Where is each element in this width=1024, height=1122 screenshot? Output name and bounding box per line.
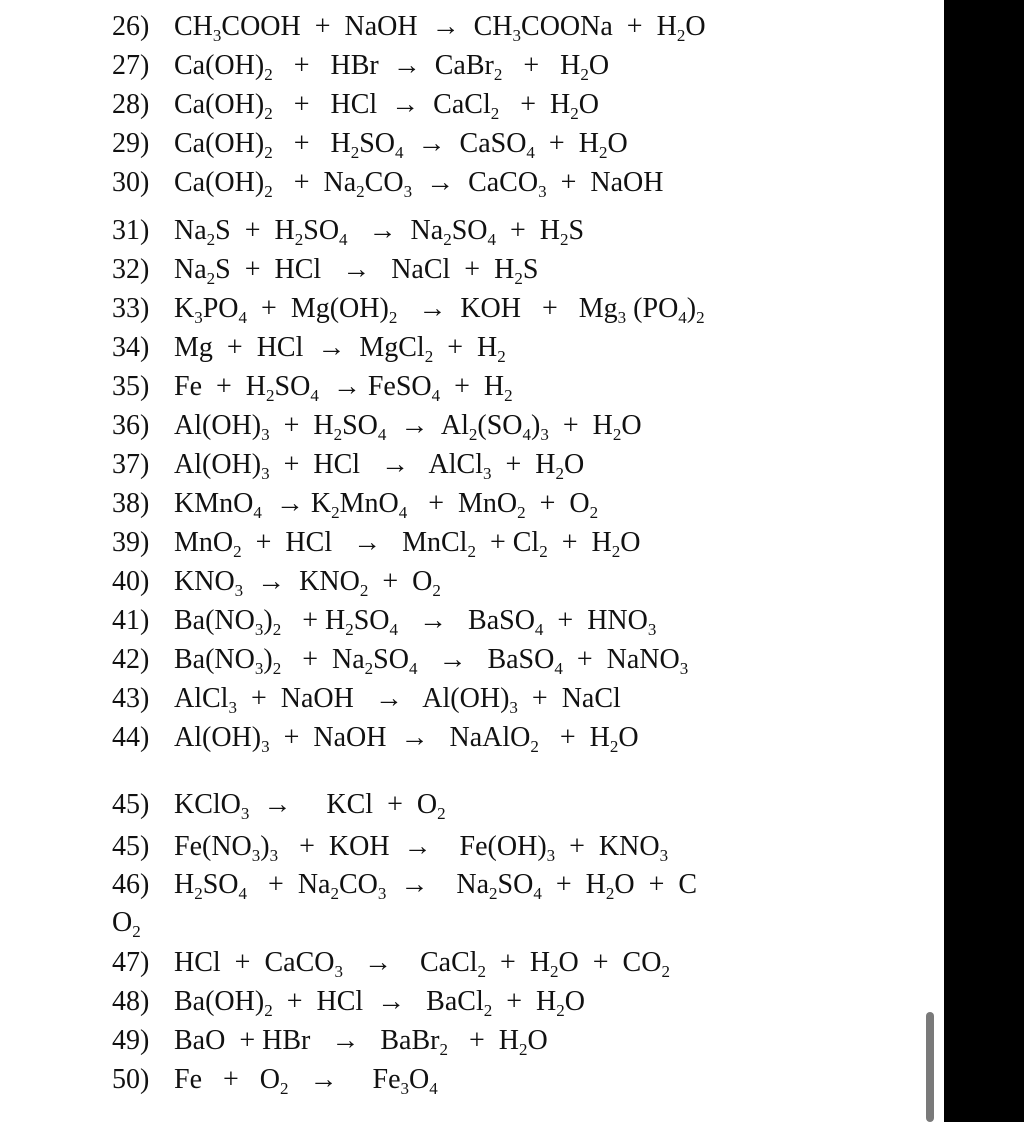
equation-line [112, 127, 628, 161]
equation-line [112, 868, 697, 902]
equation-text: $Ba(NO_3)_2 + Na_2SO_4$ → BaSO$_4$ + NaNO$_3$ [174, 644, 689, 678]
equation-line [112, 565, 441, 599]
equation-line [112, 946, 670, 980]
equation-number: 31) [112, 215, 150, 246]
equation-text: Mg + HCl → MgCl$_2$ + $H_2$ [174, 332, 506, 366]
equation-number: 48) [112, 986, 150, 1017]
equation-number: 47) [112, 947, 150, 978]
equation-line [112, 409, 642, 443]
equation-line [112, 906, 141, 940]
equation-number: 38) [112, 488, 150, 519]
equation-text: KMnO$_4$ → $K_2MnO_4 + MnO_2 + O_2$ [174, 488, 599, 522]
equation-number: 46) [112, 869, 150, 900]
equation-line [112, 1024, 548, 1058]
equation-line [112, 487, 598, 521]
equation-line [112, 214, 584, 248]
equation-line [112, 682, 621, 716]
equation-line [112, 448, 584, 482]
equation-text: $Ca(OH)_2$ + HBr → CaBr$_2$ + $H_2O$ [174, 50, 610, 84]
equation-line [112, 10, 706, 44]
equation-text: KClO$_3$ → KCl + $O_2$ [174, 789, 446, 823]
equation-text: $Ba(OH)_2$ + HCl → BaCl$_2$ + $H_2O$ [174, 986, 585, 1020]
equation-text: HCl + CaCO$_3$ → CaCl$_2$ + $H_2O + CO_2$ [174, 947, 670, 981]
equation-line [112, 331, 506, 365]
equation-number: 36) [112, 410, 150, 441]
equation-line [112, 88, 599, 122]
equation-number: 32) [112, 254, 150, 285]
equation-number: 28) [112, 89, 150, 120]
equation-text: $Na_2S$ + HCl → NaCl + $H_2S$ [174, 254, 539, 288]
equation-number: 26) [112, 11, 150, 42]
equation-text: $Al(OH)_3$ + HCl → AlCl$_3$ + $H_2O$ [174, 449, 585, 483]
equation-line [112, 788, 446, 822]
equation-number: 43) [112, 683, 150, 714]
equation-number: 33) [112, 293, 150, 324]
equation-number: 40) [112, 566, 150, 597]
equation-text: $Na_2S + H_2SO_4 \to Na_2SO_4 + H_2S$ [174, 215, 585, 249]
equation-number: 49) [112, 1025, 150, 1056]
equation-number: 45) [112, 789, 150, 820]
equation-text: $Fe + H_2SO_4$ → FeSO$_4$ + $H_2$ [174, 371, 513, 405]
equation-text: $K_3PO_4 + Mg(OH)_2$ → KOH + $Mg_3$ $(PO_4)_2$ [174, 293, 705, 327]
equation-number: 45) [112, 831, 150, 862]
equation-number: 35) [112, 371, 150, 402]
equation-number: 30) [112, 167, 150, 198]
equation-line [112, 604, 656, 638]
equation-text: $H_2SO_4 + Na_2CO_3$ → $Na_2SO_4 + H_2O + C$ [174, 869, 698, 903]
equation-line [112, 370, 513, 404]
equation-number: 29) [112, 128, 150, 159]
equation-line [112, 292, 705, 326]
equation-text: $Ca(OH)_2$ + HCl → CaCl$_2$ + $H_2O$ [174, 89, 599, 123]
equation-text: BaO + HBr → BaBr$_2$ + $H_2O$ [174, 1025, 548, 1059]
equation-number: 37) [112, 449, 150, 480]
equation-line [112, 49, 609, 83]
equation-text: $O_2$ [112, 907, 141, 941]
equation-text: $Al(OH)_3 + H_2SO_4 \to Al_2(SO_4)_3 + H_2O$ [174, 410, 642, 444]
equation-number: 39) [112, 527, 150, 558]
equation-text: $CH_3COOH$ + NaOH → $CH_3COONa + H_2O$ [174, 11, 706, 45]
equation-number: 41) [112, 605, 150, 636]
equation-number: 27) [112, 50, 150, 81]
equation-text: MnO$_2$ + HCl → MnCl$_2$ + $Cl_2 + H_2O$ [174, 527, 641, 561]
equation-text: $KNO_3 \to KNO_2 + O_2$ [174, 566, 441, 600]
equation-line [112, 253, 538, 287]
equation-line [112, 985, 585, 1019]
equation-line [112, 526, 640, 560]
equation-text: $Fe + O_2$ → $Fe_3O_4$ [174, 1064, 438, 1098]
equation-text: $Ba(NO_3)_2 + H_2SO_4$ → BaSO$_4$ + $HNO_3$ [174, 605, 657, 639]
side-panel [944, 0, 1024, 1122]
equation-text: $Al(OH)_3$ + NaOH → NaAlO$_2$ + $H_2O$ [174, 722, 639, 756]
scrollbar-thumb[interactable] [926, 1012, 934, 1122]
equation-number: 42) [112, 644, 150, 675]
equation-number: 44) [112, 722, 150, 753]
equation-text: AlCl$_3$ + NaOH → $Al(OH)_3$ + NaCl [174, 683, 621, 717]
equation-line [112, 166, 663, 200]
equation-line [112, 1063, 438, 1097]
equation-number: 34) [112, 332, 150, 363]
equation-line [112, 830, 668, 864]
equation-line [112, 721, 639, 755]
equation-number: 50) [112, 1064, 150, 1095]
equation-text: $Ca(OH)_2 + Na_2CO_3$ → CaCO$_3$ + NaOH [174, 167, 664, 201]
equation-text: $Ca(OH)_2 + H_2SO_4$ → CaSO$_4$ + $H_2O$ [174, 128, 628, 162]
equation-line [112, 643, 688, 677]
equation-text: $Fe(NO_3)_3$ + KOH → $Fe(OH)_3 + KNO_3$ [174, 831, 669, 865]
